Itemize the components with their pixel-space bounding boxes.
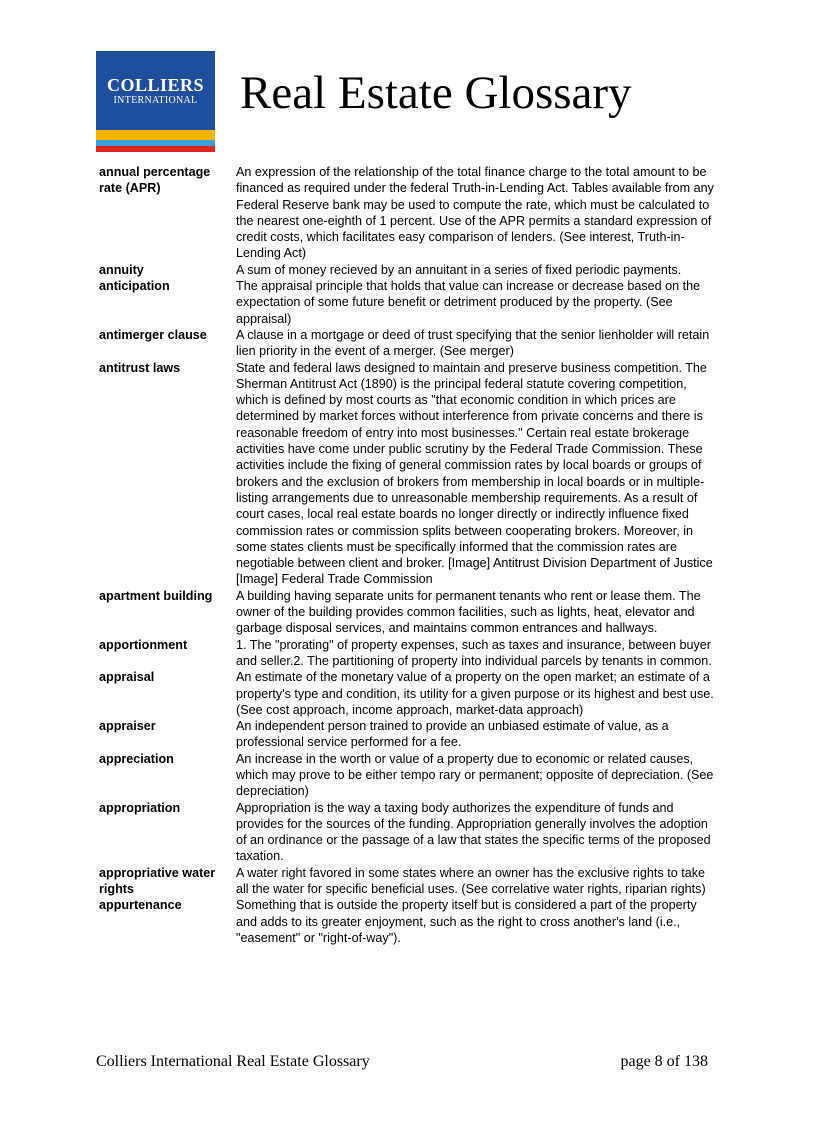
glossary-entry <box>99 800 719 865</box>
glossary-definition: An independent person trained to provide an unbiased estimate of value, as a professional service performed for a fee. <box>236 719 669 750</box>
glossary-term: antitrust laws <box>99 360 181 375</box>
glossary-definition: The appraisal principle that holds that value can increase or decrease based on the expectation of some future benefit or detriment produced by the property. (See appraisal) <box>236 279 701 326</box>
glossary-definition: 1. The "prorating" of property expenses, such as taxes and insurance, between buyer and seller.2. The partitioning of property into individual parcels by tenants in common. <box>236 637 712 668</box>
glossary-term: apartment building <box>99 588 213 603</box>
glossary-definition: An expression of the relationship of the total finance charge to the total amount to be financed as required under the federal Truth-in-Lending Act. Tables available from any Federal Reserve bank may be used to compute the rate, which must be calculated to the nearest one-eighth of 1 percent. Use of the APR permits a standard expression of credit costs, which facilitates easy comparison of lenders. (See interest, Truth-in-Lending Act) <box>236 165 714 261</box>
glossary-term: anticipation <box>99 279 170 294</box>
glossary-term: appraisal <box>99 670 155 685</box>
glossary-list <box>99 164 719 946</box>
glossary-term: annuity <box>99 262 144 277</box>
glossary-term: antimerger clause <box>99 327 207 342</box>
glossary-entry <box>99 360 719 588</box>
glossary-entry <box>99 327 719 360</box>
footer-document-title: Colliers International Real Estate Glossary <box>96 1053 370 1070</box>
glossary-entry <box>99 164 719 262</box>
glossary-term: appropriation <box>99 800 181 815</box>
logo-brand: COLLIERS <box>106 75 205 95</box>
page-footer <box>96 1053 708 1071</box>
glossary-entry <box>99 865 719 898</box>
glossary-term: appurtenance <box>99 898 182 913</box>
glossary-entry <box>99 588 719 637</box>
glossary-entry <box>99 897 719 946</box>
glossary-term: apportionment <box>99 637 188 652</box>
glossary-entry <box>99 637 719 670</box>
colliers-logo <box>96 51 215 152</box>
glossary-definition: An increase in the worth or value of a property due to economic or related causes, which may prove to be either tempo rary or permanent; opposite of depreciation. (See depreciation) <box>236 751 714 799</box>
glossary-definition: A building having separate units for permanent tenants who rent or lease them. The owner of the building provides common facilities, such as lights, heat, elevator and garbage disposal services, and maintains common entrances and hallways. <box>236 588 701 636</box>
glossary-entry <box>99 751 719 800</box>
page-title: Real Estate Glossary <box>240 67 632 119</box>
footer-page-number: page 8 of 138 <box>620 1053 708 1070</box>
glossary-term: appreciation <box>99 751 174 766</box>
glossary-definition: A water right favored in some states where an owner has the exclusive rights to take all the water for specific beneficial uses. (See correlative water rights, riparian rights) <box>236 865 706 897</box>
glossary-definition: Something that is outside the property itself but is considered a part of the property and adds to its greater enjoyment, such as the right to cross another's land (i.e., "easement" or "right-of-way"). <box>236 898 697 945</box>
glossary-entry <box>99 718 719 751</box>
logo-stripe <box>96 146 215 152</box>
glossary-definition: A sum of money recieved by an annuitant in a series of fixed periodic payments. <box>236 262 682 277</box>
glossary-definition: An estimate of the monetary value of a property on the open market; an estimate of a property's type and condition, its utility for a given purpose or its highest and best use. (See cost approach, income approach, market-data approach) <box>236 670 714 717</box>
glossary-definition: A clause in a mortgage or deed of trust specifying that the senior lienholder will retain lien priority in the event of a merger. (See merger) <box>236 327 710 359</box>
glossary-definition: State and federal laws designed to maintain and preserve business competition. The Sherman Antitrust Act (1890) is the principal federal statute covering competition, which is defined by most courts as "that economic condition in which prices are determined by market forces without interference from private concerns and there is reasonable freedom of entry into most businesses." Certain real estate brokerage activities have come under public scrutiny by the Federal Trade Commission. These activities include the fixing of general commission rates by local boards or groups of brokers and the exclusion of brokers from membership in local boards or in multiple-listing arrangements due to unreasonable membership requirements. As a result of court cases, local real estate boards no longer directly or indirectly influence fixed commission rates or commission splits between cooperating brokers. Moreover, in some states clients must be specifically informed that the commission rates are negotiable between client and broker. [Image] Antitrust Division Department of Justice [Image] Federal Trade Commission <box>236 360 713 587</box>
glossary-entry <box>99 669 719 718</box>
glossary-entry <box>99 278 719 327</box>
glossary-term: appropriative water rights <box>99 865 216 897</box>
glossary-definition: Appropriation is the way a taxing body authorizes the expenditure of funds and provides for the sources of the funding. Appropriation generally involves the adoption of an ordinance or the passage of a law that states the specific terms of the proposed taxation. <box>236 800 711 864</box>
glossary-entry <box>99 262 719 278</box>
logo-brand-sub: INTERNATIONAL <box>113 95 198 106</box>
glossary-term: annual percentage rate (APR) <box>99 165 211 196</box>
glossary-term: appraiser <box>99 719 156 734</box>
